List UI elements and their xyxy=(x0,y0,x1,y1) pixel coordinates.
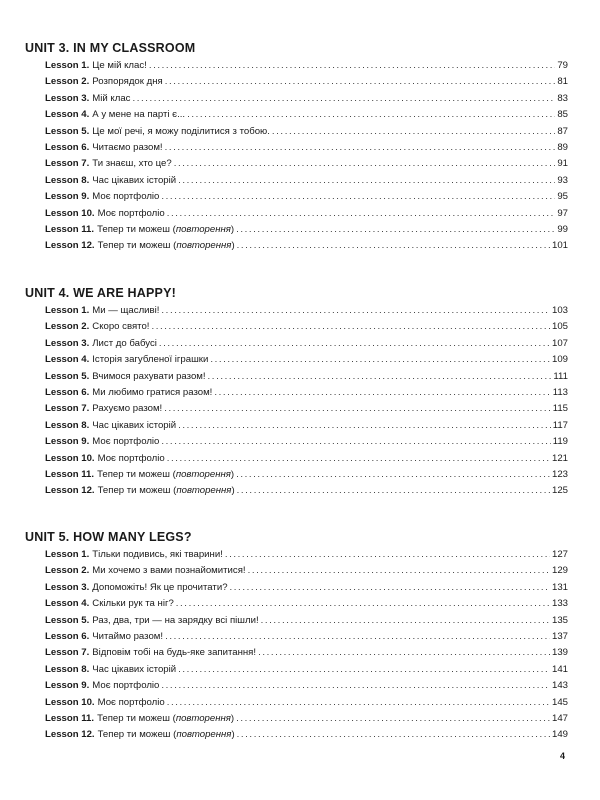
lesson-title xyxy=(92,596,174,612)
lesson-title xyxy=(92,156,171,172)
toc-entry[interactable] xyxy=(45,467,568,483)
dot-leader xyxy=(272,124,555,140)
lesson-title-italic: повторення xyxy=(175,712,231,724)
dot-leader xyxy=(248,563,550,579)
lesson-label: Lesson 9. xyxy=(45,436,90,448)
dot-leader xyxy=(167,451,550,467)
unit-section xyxy=(25,40,568,255)
dot-leader xyxy=(151,319,550,335)
lesson-label: Lesson 5. xyxy=(45,614,90,626)
lesson-title xyxy=(98,695,165,711)
lesson-title xyxy=(92,303,159,319)
dot-leader xyxy=(261,613,550,629)
lesson-title xyxy=(92,401,162,417)
unit-title: UNIT 5. HOW MANY LEGS? xyxy=(25,530,192,544)
dot-leader xyxy=(178,662,550,678)
lesson-label: Lesson 7. xyxy=(45,158,90,170)
lesson-title-text: Моє портфоліо xyxy=(92,436,160,448)
lesson-label: Lesson 2. xyxy=(45,565,90,577)
toc-entry[interactable] xyxy=(45,678,568,694)
lesson-title-text: Це мій клас! xyxy=(92,60,147,71)
lesson-title-text: Історія загубленої іграшки xyxy=(92,354,209,366)
page-ref: 99 xyxy=(557,223,568,235)
lesson-title-italic: повторення xyxy=(176,240,232,252)
page-ref: 129 xyxy=(551,565,568,577)
toc-entry[interactable] xyxy=(45,662,568,678)
dot-leader xyxy=(237,238,550,254)
lesson-title-text: Час цікавих історій xyxy=(92,419,177,431)
dot-leader xyxy=(187,107,555,123)
lesson-label: Lesson 12. xyxy=(45,240,95,252)
toc-entry[interactable] xyxy=(45,613,568,629)
page-ref: 85 xyxy=(557,109,568,121)
page-ref: 139 xyxy=(551,647,568,659)
dot-leader xyxy=(225,547,550,563)
lesson-title xyxy=(92,107,185,123)
lesson-title-text: Читаймо разом! xyxy=(92,630,164,642)
lesson-label: Lesson 12. xyxy=(45,729,95,741)
dot-leader xyxy=(237,727,550,743)
page-ref: 111 xyxy=(553,370,568,382)
lesson-title xyxy=(92,418,176,434)
dot-leader xyxy=(230,580,550,596)
lesson-title-text: Тепер ти можеш ( xyxy=(97,240,177,252)
lesson-label: Lesson 10. xyxy=(45,207,95,219)
page-ref: 83 xyxy=(557,92,568,104)
lesson-title xyxy=(92,678,159,694)
dot-leader xyxy=(176,596,550,612)
lesson-title xyxy=(92,580,227,596)
lesson-title-text: Ми хочемо з вами познайомитися! xyxy=(92,565,246,577)
lesson-title-tail: ) xyxy=(230,468,235,480)
page-ref: 127 xyxy=(551,549,568,560)
toc-entry[interactable] xyxy=(45,74,568,90)
toc-entry[interactable] xyxy=(45,173,568,189)
lesson-label: Lesson 11. xyxy=(45,468,95,480)
toc-entry[interactable] xyxy=(45,727,568,743)
toc-entry[interactable] xyxy=(45,140,568,156)
lesson-label: Lesson 1. xyxy=(45,549,90,560)
page-ref: 119 xyxy=(552,436,568,448)
toc-entry[interactable] xyxy=(45,547,568,563)
lesson-label: Lesson 10. xyxy=(45,696,95,708)
lesson-title-text: Моє портфоліо xyxy=(92,680,160,692)
page-ref: 147 xyxy=(551,712,568,724)
lesson-title-text: Моє портфоліо xyxy=(97,207,165,219)
lesson-title-text: Мій клас xyxy=(92,92,131,104)
page-ref: 113 xyxy=(552,386,568,398)
page-ref: 141 xyxy=(551,663,568,675)
lesson-title xyxy=(92,352,208,368)
lesson-label: Lesson 2. xyxy=(45,76,90,88)
lesson-label: Lesson 7. xyxy=(45,403,90,415)
toc-entry[interactable] xyxy=(45,107,568,123)
lesson-title-text: Скільки рук та ніг? xyxy=(92,598,174,610)
lesson-label: Lesson 9. xyxy=(45,680,90,692)
lesson-title xyxy=(92,91,130,107)
lesson-label: Lesson 11. xyxy=(45,712,95,724)
dot-leader xyxy=(174,156,556,172)
lesson-label: Lesson 4. xyxy=(45,598,90,610)
lesson-title xyxy=(98,206,165,222)
toc-entry[interactable] xyxy=(45,483,568,499)
page-ref: 93 xyxy=(557,174,568,186)
lesson-label: Lesson 8. xyxy=(45,174,90,186)
toc-entry[interactable] xyxy=(45,124,568,140)
toc-entry[interactable] xyxy=(45,580,568,596)
toc-entry[interactable] xyxy=(45,418,568,434)
dot-leader xyxy=(165,629,550,645)
lesson-title xyxy=(98,727,235,743)
lesson-title-text: Тепер ти можеш ( xyxy=(97,468,176,480)
toc-entry[interactable] xyxy=(45,222,568,238)
lesson-label: Lesson 9. xyxy=(45,191,90,203)
unit-section xyxy=(25,285,568,500)
toc-entry[interactable] xyxy=(45,645,568,661)
page-ref: 89 xyxy=(557,141,568,153)
page-ref: 143 xyxy=(551,680,568,692)
lesson-title-tail: ) xyxy=(230,223,235,235)
lesson-label: Lesson 6. xyxy=(45,630,90,642)
toc-entry[interactable] xyxy=(45,401,568,417)
lesson-title xyxy=(92,547,223,563)
lesson-label: Lesson 11. xyxy=(45,223,95,235)
lesson-title-text: Моє портфоліо xyxy=(97,452,165,464)
page-ref: 135 xyxy=(551,614,568,626)
toc-entry[interactable] xyxy=(45,319,568,335)
lesson-title-text: Моє портфоліо xyxy=(97,696,165,708)
toc-entry[interactable] xyxy=(45,563,568,579)
page-ref: 131 xyxy=(551,581,568,593)
lesson-label: Lesson 7. xyxy=(45,647,90,659)
lesson-title-text: Тепер ти можеш ( xyxy=(97,485,177,497)
lesson-title-italic: повторення xyxy=(175,468,231,480)
lesson-label: Lesson 8. xyxy=(45,419,90,431)
lesson-label: Lesson 5. xyxy=(45,125,90,137)
dot-leader xyxy=(214,385,550,401)
dot-leader xyxy=(161,678,550,694)
toc-entry[interactable] xyxy=(45,91,568,107)
toc-entry[interactable] xyxy=(45,711,568,727)
lesson-title-text: Моє портфоліо xyxy=(92,191,160,203)
dot-leader xyxy=(164,401,550,417)
lesson-title xyxy=(92,189,159,205)
lesson-label: Lesson 6. xyxy=(45,141,90,153)
lesson-title-tail: ) xyxy=(231,240,235,252)
page-ref: 123 xyxy=(551,468,568,480)
lesson-title-text: Раз, два, три — на зарядку всі пішли! xyxy=(92,614,259,626)
lesson-title-text: Тільки подивись, які тварини! xyxy=(92,549,223,560)
page-ref: 91 xyxy=(557,158,568,170)
lesson-title-text: Тепер ти можеш ( xyxy=(97,223,176,235)
unit-title: UNIT 3. IN MY CLASSROOM xyxy=(25,41,196,55)
dot-leader xyxy=(208,369,552,385)
lesson-label: Lesson 3. xyxy=(45,337,90,349)
dot-leader xyxy=(167,695,550,711)
unit-section xyxy=(25,529,568,744)
lesson-title xyxy=(92,662,176,678)
lesson-title xyxy=(92,140,162,156)
lesson-title-text: Ми — щасливі! xyxy=(92,305,160,316)
page-ref: 107 xyxy=(551,337,568,349)
lesson-label: Lesson 3. xyxy=(45,92,90,104)
dot-leader xyxy=(167,206,556,222)
lesson-title xyxy=(92,434,159,450)
lesson-title-text: Читаємо разом! xyxy=(92,141,163,153)
lesson-label: Lesson 2. xyxy=(45,321,90,333)
toc-entry[interactable] xyxy=(45,451,568,467)
dot-leader xyxy=(236,222,555,238)
dot-leader xyxy=(159,336,550,352)
lesson-title-text: Допоможіть! Як це прочитати? xyxy=(92,581,228,593)
lesson-title xyxy=(92,369,205,385)
lesson-title xyxy=(97,222,234,238)
lesson-title xyxy=(92,645,256,661)
page-ref: 125 xyxy=(551,485,568,497)
lesson-title xyxy=(92,173,176,189)
toc-entry[interactable] xyxy=(45,369,568,385)
dot-leader xyxy=(178,173,555,189)
lesson-title-text: Скоро свято! xyxy=(92,321,150,333)
toc-entry[interactable] xyxy=(45,156,568,172)
lesson-title xyxy=(98,238,235,254)
page-ref: 87 xyxy=(557,125,568,137)
dot-leader xyxy=(161,303,550,319)
page-ref: 105 xyxy=(551,321,568,333)
lesson-title xyxy=(92,629,163,645)
lesson-label: Lesson 4. xyxy=(45,109,90,121)
toc-entry[interactable] xyxy=(45,58,568,74)
lesson-title-tail: ) xyxy=(231,729,235,741)
lesson-title-text: Ми любимо гратися разом! xyxy=(92,386,213,398)
toc-entry[interactable] xyxy=(45,434,568,450)
lesson-title-text: Відповім тобі на будь-яке запитання! xyxy=(92,647,257,659)
page-ref: 103 xyxy=(551,305,568,316)
toc-entry[interactable] xyxy=(45,336,568,352)
toc-entry[interactable] xyxy=(45,352,568,368)
lesson-title xyxy=(92,336,157,352)
toc-entry[interactable] xyxy=(45,629,568,645)
unit-title: UNIT 4. WE ARE HAPPY! xyxy=(25,286,176,300)
dot-leader xyxy=(161,189,555,205)
page-ref: 97 xyxy=(557,207,568,219)
toc-entry[interactable] xyxy=(45,238,568,254)
lesson-title-text: Час цікавих історій xyxy=(92,663,177,675)
page-ref: 145 xyxy=(551,696,568,708)
lesson-title-tail: ) xyxy=(231,485,235,497)
toc-entry[interactable] xyxy=(45,303,568,319)
lesson-title xyxy=(97,711,234,727)
lesson-title xyxy=(98,483,235,499)
lesson-title xyxy=(92,58,147,74)
dot-leader xyxy=(165,140,556,156)
lesson-title-text: Це мої речі, я можу поділитися з тобою. xyxy=(92,125,270,137)
lesson-label: Lesson 1. xyxy=(45,305,90,316)
page-ref: 95 xyxy=(557,191,568,203)
dot-leader xyxy=(258,645,550,661)
lesson-title xyxy=(97,467,234,483)
lesson-label: Lesson 3. xyxy=(45,581,90,593)
lesson-label: Lesson 1. xyxy=(45,60,90,71)
toc-entry[interactable] xyxy=(45,695,568,711)
page-ref: 101 xyxy=(551,240,568,252)
page-ref: 117 xyxy=(552,419,568,431)
lesson-title-text: Тепер ти можеш ( xyxy=(97,712,176,724)
page-ref: 137 xyxy=(551,630,568,642)
lesson-title xyxy=(98,451,165,467)
dot-leader xyxy=(178,418,551,434)
dot-leader xyxy=(132,91,555,107)
page-ref: 121 xyxy=(551,452,568,464)
lesson-label: Lesson 8. xyxy=(45,663,90,675)
lesson-label: Lesson 12. xyxy=(45,485,95,497)
lesson-label: Lesson 6. xyxy=(45,386,90,398)
lesson-title-text: Тепер ти можеш ( xyxy=(97,729,177,741)
page-ref: 149 xyxy=(551,729,568,741)
lesson-title-italic: повторення xyxy=(175,223,231,235)
lesson-title-text: Рахуємо разом! xyxy=(92,403,163,415)
dot-leader xyxy=(236,467,550,483)
lesson-label: Lesson 10. xyxy=(45,452,95,464)
lesson-title xyxy=(92,563,245,579)
toc-entry[interactable] xyxy=(45,206,568,222)
dot-leader xyxy=(165,74,556,90)
lesson-title xyxy=(92,385,212,401)
lesson-label: Lesson 5. xyxy=(45,370,90,382)
lesson-title xyxy=(92,124,270,140)
lesson-title-text: А у мене на парті є... xyxy=(92,109,186,121)
page-ref: 79 xyxy=(557,60,568,71)
dot-leader xyxy=(161,434,550,450)
dot-leader xyxy=(236,711,550,727)
lesson-title-text: Розпорядок дня xyxy=(92,76,163,88)
page-ref: 81 xyxy=(557,76,568,88)
lesson-title-tail: ) xyxy=(230,712,235,724)
toc-entry[interactable] xyxy=(45,596,568,612)
toc-entry[interactable] xyxy=(45,189,568,205)
lesson-title-text: Ти знаєш, хто це? xyxy=(92,158,172,170)
lesson-title xyxy=(92,74,162,90)
page-ref: 115 xyxy=(552,403,568,415)
page-number: 4 xyxy=(560,751,566,761)
lesson-title-italic: повторення xyxy=(176,729,232,741)
dot-leader xyxy=(237,483,550,499)
page-ref: 109 xyxy=(551,354,568,366)
lesson-title-text: Лист до бабусі xyxy=(92,337,157,349)
lesson-title xyxy=(92,319,149,335)
lesson-title-text: Час цікавих історій xyxy=(92,174,177,186)
toc-entry[interactable] xyxy=(45,385,568,401)
page-ref: 133 xyxy=(551,598,568,610)
lesson-title-text: Вчимося рахувати разом! xyxy=(92,370,206,382)
lesson-label: Lesson 4. xyxy=(45,354,90,366)
dot-leader xyxy=(149,58,556,74)
lesson-title xyxy=(92,613,258,629)
lesson-title-italic: повторення xyxy=(176,485,232,497)
dot-leader xyxy=(210,352,550,368)
